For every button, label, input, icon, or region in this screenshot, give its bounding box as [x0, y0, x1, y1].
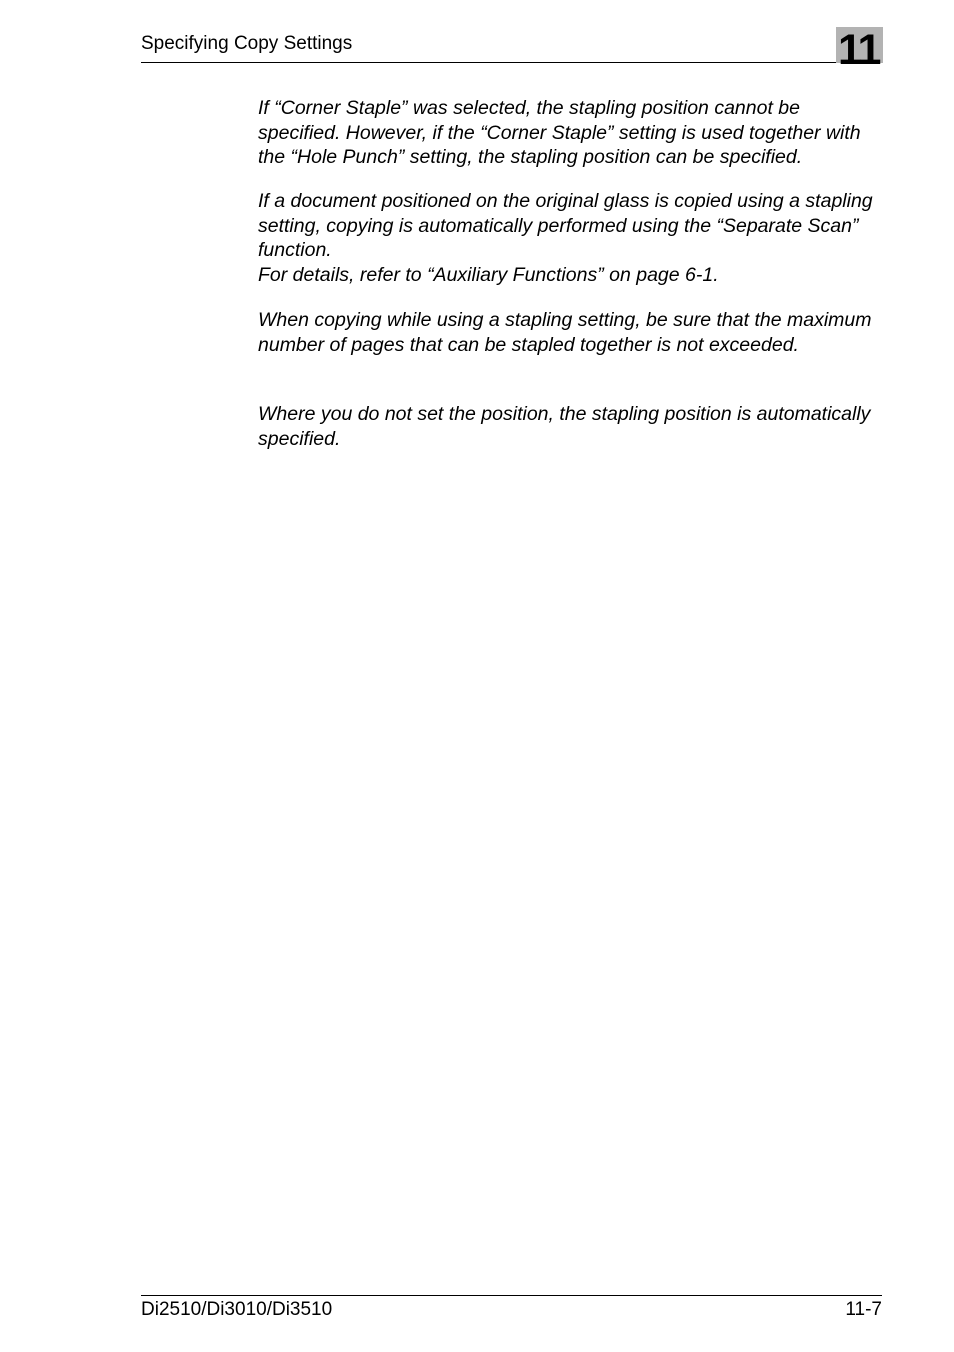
note-max-pages: [258, 308, 883, 357]
chapter-number: 11: [838, 26, 880, 74]
footer-page-number: 11-7: [845, 1299, 882, 1320]
note-text: If “Corner Staple” was selected, the stapling position cannot be specified. However, if the “Corner Staple” setting is used together with the “Hole Punch” setting, the stapling position can be specified.: [258, 97, 861, 169]
footer-divider: [141, 1295, 882, 1296]
page-title: Specifying Copy Settings: [141, 33, 353, 54]
note-original-glass: [258, 189, 883, 288]
note-auto-position: [258, 402, 883, 451]
footer-model: Di2510/Di3010/Di3510: [141, 1299, 333, 1320]
note-reference: For details, refer to “Auxiliary Functions” on page 6-1.: [258, 264, 719, 287]
note-text: If a document positioned on the original glass is copied using a stapling setting, copying is automatically performed using the “Separate Scan” function.: [258, 190, 873, 262]
note-text: Where you do not set the position, the stapling position is automatically specified.: [258, 403, 871, 450]
note-corner-staple: [258, 96, 883, 170]
note-text: When copying while using a stapling setting, be sure that the maximum number of pages that can be stapled together is not exceeded.: [258, 309, 872, 356]
header-divider: [141, 62, 882, 63]
